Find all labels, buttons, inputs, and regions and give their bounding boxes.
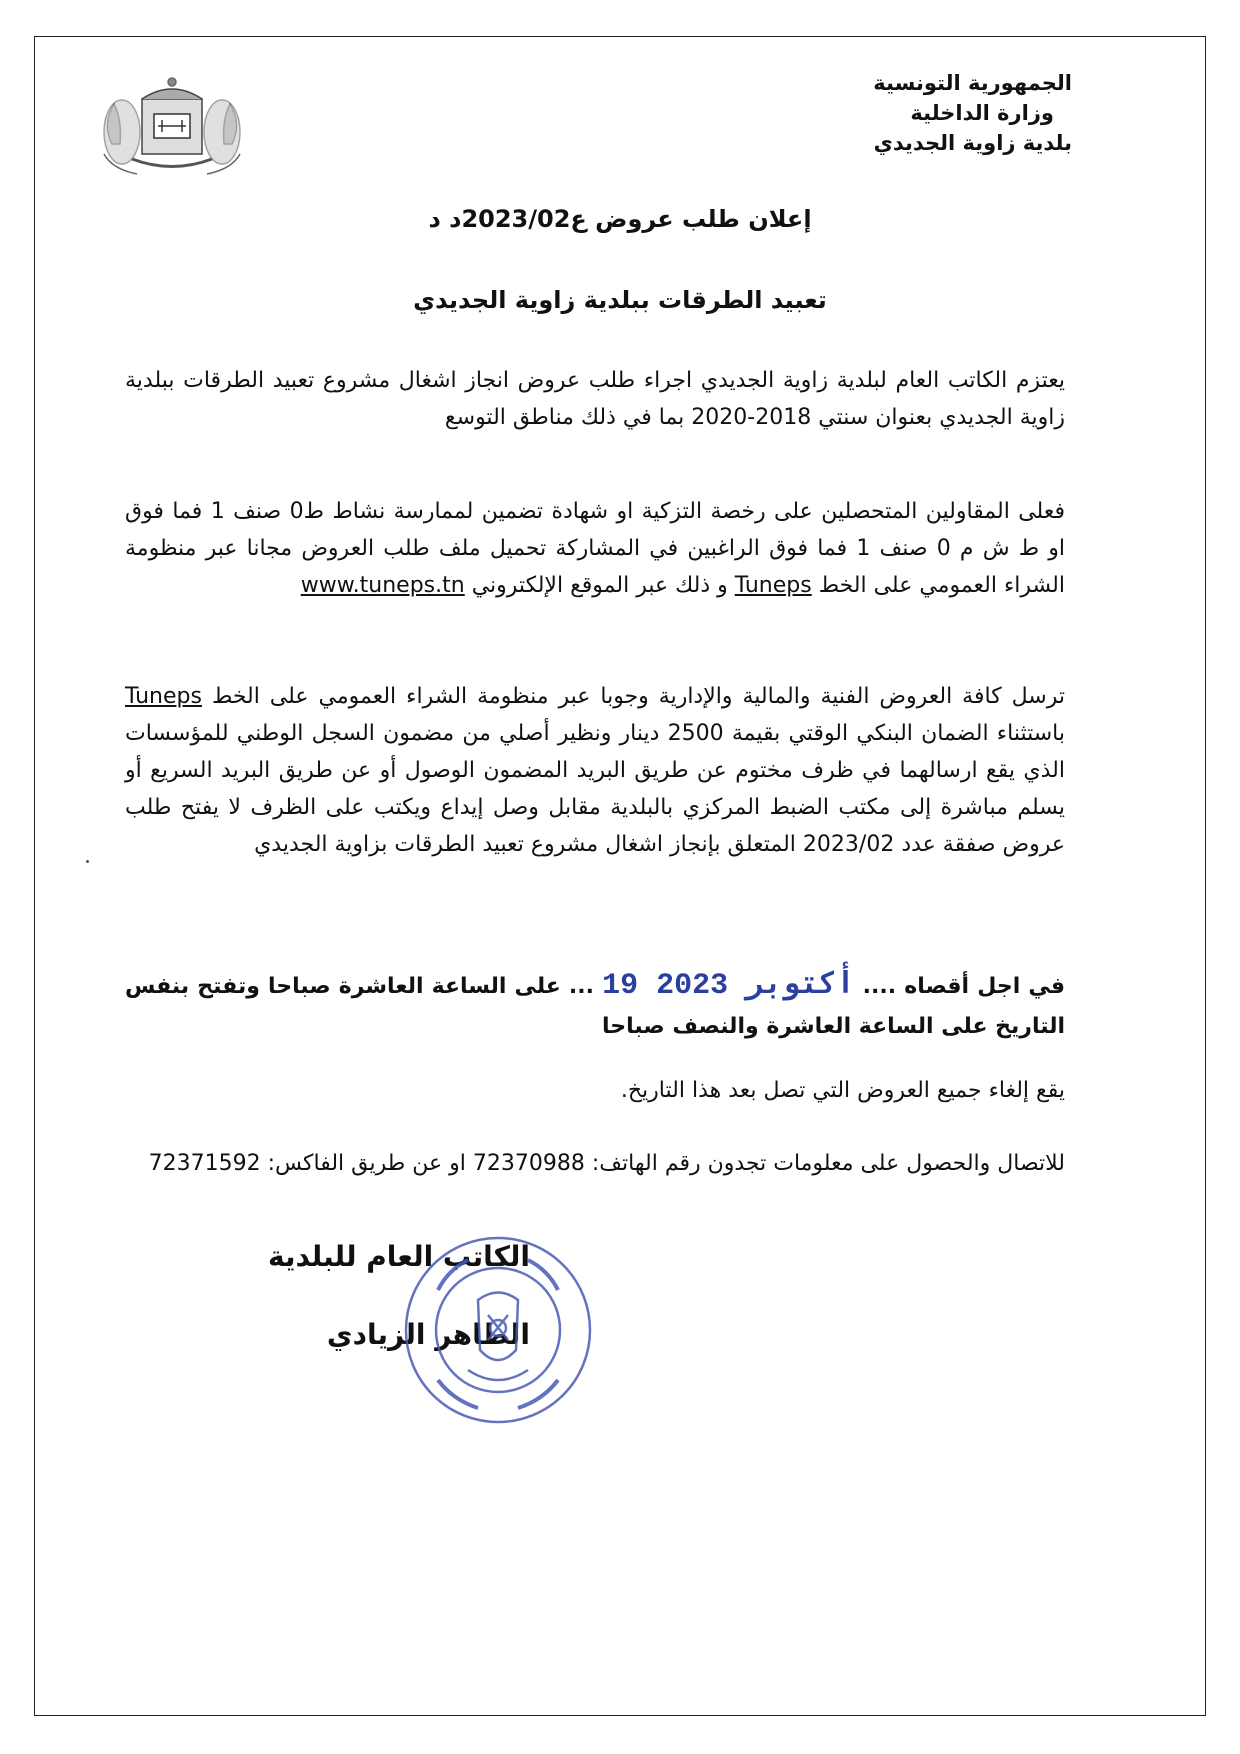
deadline-prefix: في اجل أقصاه ....: [862, 974, 1066, 999]
announcement-title: إعلان طلب عروض ع2023/02د د: [428, 205, 812, 233]
announcement-subject: تعبيد الطرقات ببلدية زاوية الجديدي: [413, 286, 827, 314]
issuer-header: [772, 68, 1072, 158]
paragraph-eligibility: [125, 493, 1065, 604]
submission-text-b: باستثناء الضمان البنكي الوقتي بقيمة 2500 دينار ونظير أصلي من مضمون السجل الوطني للمؤسسات الذي يقع ارسالهما في ظرف مختوم عن طريق البريد المضمون الوصول أو عن طريق البريد السريع أو يسلم مباشرة إلى مكتب الضبط المركزي بالبلدية مقابل وصل إيداع ويكتب على الظرف لا يفتح طلب عروض صفقة عدد 2023/02 المتعلق بإنجاز اشغال مشروع تعبيد الطرقات بزاوية الجديدي: [125, 721, 1065, 857]
handwritten-date-stamp: 19 أكتوبر 2023: [602, 969, 855, 1003]
website-intro-text: و ذلك عبر الموقع الإلكتروني: [471, 573, 728, 598]
municipality-line: بلدية زاوية الجديدي: [873, 131, 1072, 155]
deadline-suffix: ... على الساعة العاشرة صباحا وتفتح بنفس التاريخ على الساعة العاشرة والنصف صباحا: [125, 974, 1065, 1039]
eligibility-text: فعلى المقاولين المتحصلين على رخصة التزكية او شهادة تضمين لممارسة نشاط ط0 صنف 1 فما فوق او ط ش م 0 صنف 1 فما فوق الراغبين في المشاركة تحميل ملف طلب العروض مجانا عبر منظومة الشراء العمومي على الخط: [125, 499, 1065, 598]
ministry-line: وزارة الداخلية: [910, 101, 1054, 125]
signatory-name: الطاهر الزيادي: [326, 1318, 530, 1351]
republic-line: الجمهورية التونسية: [873, 71, 1072, 95]
contact-info: للاتصال والحصول على معلومات تجدون رقم الهاتف: 72370988 او عن طريق الفاكس: 72371592: [148, 1151, 1065, 1176]
deadline-paragraph: [125, 966, 1065, 1047]
signatory-title: الكاتب العام للبلدية: [268, 1240, 530, 1273]
submission-text-a: ترسل كافة العروض الفنية والمالية والإدارية وجوبا عبر منظومة الشراء العمومي على الخط: [211, 684, 1066, 709]
scan-speck: [86, 860, 89, 863]
paragraph-submission: [125, 678, 1065, 863]
tuneps-name-2: Tuneps: [125, 684, 202, 709]
tuneps-name: Tuneps: [734, 573, 812, 598]
cancellation-note: يقع إلغاء جميع العروض التي تصل بعد هذا التاريخ.: [620, 1078, 1065, 1103]
coat-of-arms-emblem: [92, 74, 252, 184]
official-stamp-icon: [398, 1230, 598, 1430]
website-link[interactable]: www.tuneps.tn: [300, 573, 465, 598]
paragraph-intro: يعتزم الكاتب العام لبلدية زاوية الجديدي اجراء طلب عروض انجاز اشغال مشروع تعبيد الطرقات ببلدية زاوية الجديدي بعنوان سنتي 2018-2020 بما في ذلك مناطق التوسع: [125, 368, 1065, 430]
